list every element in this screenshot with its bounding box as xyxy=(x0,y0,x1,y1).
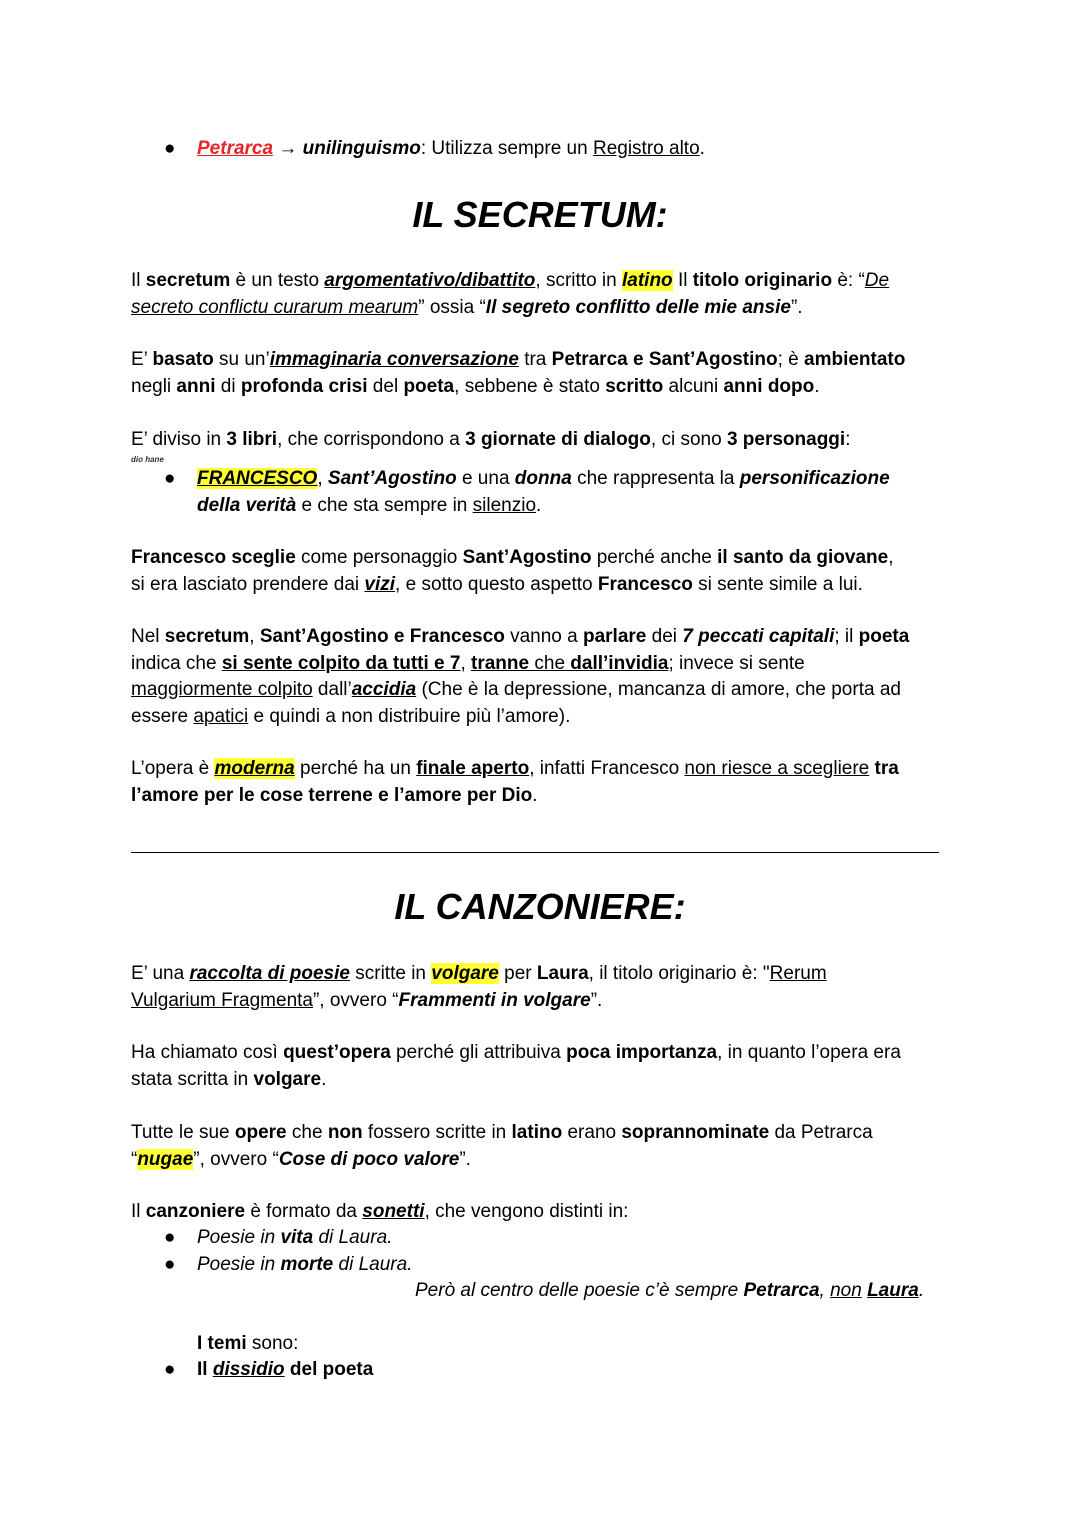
t: vanno a xyxy=(504,626,583,647)
t: ”, ovvero “ xyxy=(193,1148,279,1170)
bullet-dot: ● xyxy=(164,1227,176,1248)
t: Nel xyxy=(131,626,165,647)
t: Vulgarium Fragmenta xyxy=(131,989,313,1011)
t: Però al centro delle poesie c’è sempre xyxy=(415,1280,744,1301)
t: che rappresenta la xyxy=(571,468,740,489)
t: anni xyxy=(176,375,216,397)
t: canzoniere xyxy=(145,1201,246,1222)
t: , ci sono xyxy=(650,429,727,450)
t: Il segreto conflitto delle mie ansie xyxy=(485,296,791,318)
t: argomentativo/dibattito xyxy=(324,270,536,291)
t: perché ha un xyxy=(294,758,417,779)
t: dall’ xyxy=(312,679,352,700)
canzoniere-p4 xyxy=(131,1199,961,1226)
t: donna xyxy=(514,468,572,489)
t: non riesce a scegliere xyxy=(684,758,870,779)
t: . xyxy=(536,495,542,516)
t: , scritto in xyxy=(535,270,622,291)
t: e che sta sempre in xyxy=(296,495,473,516)
t: opere xyxy=(234,1122,287,1143)
t: FRANCESCO xyxy=(197,468,318,489)
t: tra xyxy=(874,758,899,779)
t: Il xyxy=(131,270,146,291)
secretum-title: IL SECRETUM: xyxy=(412,194,668,235)
t: “ xyxy=(131,1148,138,1170)
t: , infatti Francesco xyxy=(529,758,685,779)
t: ; il xyxy=(834,626,859,647)
t: che xyxy=(529,652,571,674)
canzoniere-p3 xyxy=(131,1120,961,1173)
t: Frammenti in volgare xyxy=(398,989,591,1011)
t: personificazione xyxy=(739,468,890,489)
bullet-dot: ● xyxy=(164,138,176,159)
t: alcuni xyxy=(663,375,724,397)
t: su un’ xyxy=(213,349,270,370)
t: essere xyxy=(131,705,194,727)
t: . xyxy=(918,1280,925,1301)
t: ; è xyxy=(777,349,805,370)
t: , in quanto l’opera era xyxy=(717,1042,901,1063)
t: tranne xyxy=(471,652,530,674)
secretum-p3 xyxy=(131,427,961,454)
t: Francesco xyxy=(597,573,693,595)
t: titolo originario xyxy=(692,270,833,291)
t: , xyxy=(249,626,260,647)
intro-bullet xyxy=(164,136,705,163)
t: sonetti xyxy=(362,1201,425,1222)
t: dissidio xyxy=(212,1359,285,1380)
t: è: “ xyxy=(832,270,865,291)
bullet-dot: ● xyxy=(164,468,176,489)
t: 3 giornate di dialogo xyxy=(465,429,651,450)
t: maggiormente colpito xyxy=(131,679,313,700)
t: Sant’Agostino xyxy=(327,468,457,489)
handwritten-note: dio hane xyxy=(131,455,164,464)
t: è un testo xyxy=(230,270,325,291)
t: del poeta xyxy=(284,1359,374,1380)
bullet-dot: ● xyxy=(164,1359,176,1380)
personaggi-bullet xyxy=(164,466,890,493)
canzoniere-p2 xyxy=(131,1040,961,1093)
t: sono: xyxy=(246,1333,299,1354)
t: 3 libri xyxy=(226,429,278,450)
t: Sant’Agostino xyxy=(462,547,592,568)
personaggi-bullet-cont xyxy=(197,493,541,520)
t: . xyxy=(321,1068,327,1090)
t: basato xyxy=(152,349,214,370)
secretum-p1 xyxy=(131,268,961,321)
t: , xyxy=(317,468,328,489)
t: di xyxy=(215,375,241,397)
t: si sente simile a lui. xyxy=(692,573,863,595)
t: De xyxy=(864,270,890,291)
t: soprannominate xyxy=(621,1122,770,1143)
t: dall’invidia xyxy=(570,652,669,674)
t: di Laura. xyxy=(333,1254,413,1275)
bullet-dot: ● xyxy=(164,1254,176,1275)
t: ; invece si sente xyxy=(668,652,805,674)
arrow-text: → xyxy=(273,138,303,159)
t: , xyxy=(819,1280,831,1301)
t: I temi xyxy=(197,1333,247,1354)
t: dei xyxy=(646,626,683,647)
t: E’ una xyxy=(131,963,190,984)
t: vizi xyxy=(364,573,396,595)
t: tra xyxy=(518,349,552,370)
t: erano xyxy=(562,1122,622,1143)
t: volgare xyxy=(431,963,499,984)
t: raccolta di poesie xyxy=(189,963,350,984)
t: ”, ovvero “ xyxy=(312,989,399,1011)
canzoniere-p1 xyxy=(131,961,961,1014)
t: . xyxy=(532,784,538,806)
registro-alto: Registro alto xyxy=(592,138,700,159)
t: negli xyxy=(131,375,177,397)
t: secreto conflictu curarum mearum xyxy=(131,296,419,318)
t: , che corrispondono a xyxy=(277,429,466,450)
t: finale aperto xyxy=(416,758,530,779)
t: apatici xyxy=(193,705,249,727)
t: stata scritta in xyxy=(131,1068,254,1090)
t: Petrarca xyxy=(743,1280,820,1301)
t: Laura xyxy=(867,1280,919,1301)
t: non xyxy=(327,1122,363,1143)
t: anni dopo xyxy=(723,375,815,397)
t: quest’opera xyxy=(283,1042,391,1063)
t: indica che xyxy=(131,652,222,674)
t: Ha chiamato così xyxy=(131,1042,284,1063)
t: , xyxy=(888,547,894,568)
t: del xyxy=(367,375,404,397)
t: da Petrarca xyxy=(769,1122,873,1143)
t: perché anche xyxy=(591,547,718,568)
t: ”. xyxy=(790,296,803,318)
t: moderna xyxy=(214,758,295,779)
secretum-p5 xyxy=(131,624,961,730)
t: , che vengono distinti in: xyxy=(424,1201,629,1222)
t: Sant’Agostino e Francesco xyxy=(259,626,505,647)
t: Il xyxy=(197,1359,213,1380)
t: Il xyxy=(131,1201,146,1222)
t: morte xyxy=(280,1254,334,1275)
t: ”. xyxy=(590,989,603,1011)
intro-end: . xyxy=(699,138,705,159)
t: E’ diviso in xyxy=(131,429,227,450)
temi-heading xyxy=(197,1331,298,1358)
secretum-p4 xyxy=(131,545,961,598)
t: Tutte le sue xyxy=(131,1122,235,1143)
t: silenzio xyxy=(472,495,537,516)
t: è formato da xyxy=(245,1201,363,1222)
t: parlare xyxy=(582,626,647,647)
t: , xyxy=(460,652,472,674)
t: latino xyxy=(511,1122,563,1143)
secretum-p6 xyxy=(131,756,961,809)
t: ”. xyxy=(459,1148,471,1170)
list-item xyxy=(164,1357,373,1384)
t: volgare xyxy=(253,1068,322,1090)
t: per xyxy=(498,963,537,984)
t: , e sotto questo aspetto xyxy=(395,573,598,595)
t: latino xyxy=(622,270,673,291)
t: e una xyxy=(456,468,515,489)
t: L’opera è xyxy=(131,758,215,779)
t: (Che è la depressione, mancanza di amore, che porta ad xyxy=(416,679,901,700)
list-item xyxy=(164,1252,412,1279)
t: l’amore per le cose terrene e l’amore per Dio xyxy=(131,784,533,806)
t: vita xyxy=(280,1227,314,1248)
t: perché gli attribuiva xyxy=(390,1042,567,1063)
t: profonda crisi xyxy=(240,375,368,397)
t: Petrarca e Sant’Agostino xyxy=(551,349,778,370)
t: : xyxy=(845,429,851,450)
t: il santo da giovane xyxy=(717,547,889,568)
t: Cose di poco valore xyxy=(278,1148,460,1170)
t: si era lasciato prendere dai xyxy=(131,573,365,595)
t: secretum xyxy=(145,270,231,291)
t: scritto xyxy=(605,375,664,397)
t: come personaggio xyxy=(295,547,463,568)
t: poca importanza xyxy=(566,1042,718,1063)
canzoniere-title: IL CANZONIERE: xyxy=(394,886,686,927)
petrarca-text: Petrarca xyxy=(197,138,274,159)
t: poeta xyxy=(858,626,910,647)
t: Poesie in xyxy=(197,1254,281,1275)
t: non xyxy=(830,1280,862,1301)
t: di Laura. xyxy=(313,1227,393,1248)
t: poeta xyxy=(403,375,455,397)
t: nugae xyxy=(137,1148,194,1170)
t: si sente colpito da tutti e 7 xyxy=(221,652,461,674)
t: ” ossia “ xyxy=(418,296,486,318)
t: ambientato xyxy=(804,349,906,370)
intro-rest: : Utilizza sempre un xyxy=(420,138,593,159)
centro-note xyxy=(415,1278,955,1305)
t: Laura xyxy=(536,963,589,984)
t: accidia xyxy=(351,679,417,700)
t: secretum xyxy=(164,626,250,647)
t: immaginaria conversazione xyxy=(269,349,519,370)
t: fossero scritte in xyxy=(362,1122,512,1143)
t: , il titolo originario è: " xyxy=(588,963,770,984)
t: 7 peccati capitali xyxy=(682,626,835,647)
t: 3 personaggi xyxy=(726,429,846,450)
secretum-p2 xyxy=(131,347,961,400)
t: che xyxy=(286,1122,328,1143)
unilinguismo-text: unilinguismo xyxy=(302,138,421,159)
list-item xyxy=(164,1225,392,1252)
t: E’ xyxy=(131,349,153,370)
t: e quindi a non distribuire più l’amore). xyxy=(248,705,571,727)
t: , sebbene è stato xyxy=(454,375,606,397)
t: Rerum xyxy=(769,963,827,984)
t: della verità xyxy=(197,495,297,516)
section-divider xyxy=(131,852,939,853)
t: Francesco sceglie xyxy=(131,547,296,568)
t: . xyxy=(814,375,820,397)
t: Il xyxy=(672,270,693,291)
t: scritte in xyxy=(349,963,432,984)
t: Poesie in xyxy=(197,1227,281,1248)
